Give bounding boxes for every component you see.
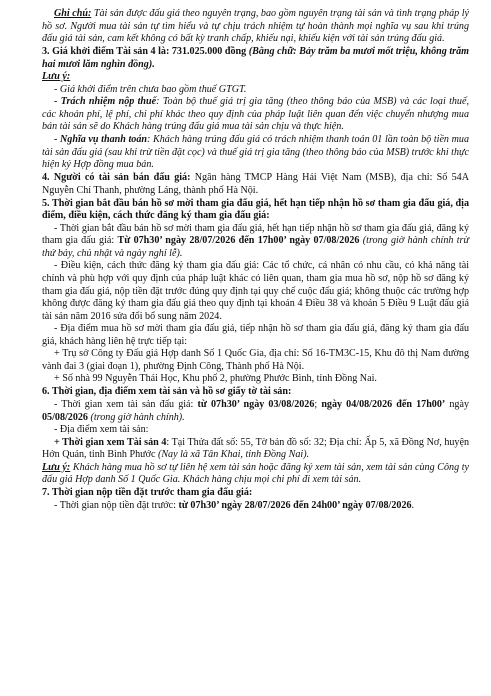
section-6-note <box>42 462 469 487</box>
section-6-para-1-text: - Thời gian xem tài sản đấu giá: <box>54 398 198 410</box>
section-5-para-3: - Địa điểm mua hồ sơ mời tham gia đấu giá, tiếp nhận hồ sơ tham gia đấu giá, đăng ký tham gia đấu giá, khách hàng liên hệ trực tiếp tại: <box>42 323 469 347</box>
section-3 <box>42 46 469 71</box>
section-6-heading: 6. Thời gian, địa điểm xem tài sản và hồ sơ giấy tờ tài sản: <box>42 386 292 398</box>
luu-y-bullet-3-text: : Khách hàng trúng đấu giá có trách nhiệm thanh toán 01 lần toàn bộ tiền mua tài sản đấu giá (sau khi trừ tiền đặt cọc) và thuế giá trị gia tăng (theo thông báo của MSB) trước khi thực hiện ký Hợp đồng mua bán. <box>42 133 469 171</box>
section-5-para-2: - Điều kiện, cách thức đăng ký tham gia đấu giá: Các tổ chức, cá nhân có nhu cầu, có khả năng tài chính và phù hợp với quy định của pháp luật khác có liên quan, tham gia mua hồ sơ, nộp hồ sơ đăng ký tham gia đấu giá, nộp tiền đặt trước đúng quy định tại quy chế cuộc đấu giá; không thuộc các trường hợp không được đăng ký tham gia đấu giá theo quy định tại khoản 4 Điều 38 và khoản 5 Điều 9 Luật đấu giá tài sản năm 2016 sửa đổi bổ sung năm 2024. <box>42 260 469 322</box>
section-6-para-2: - Địa điểm xem tài sản: <box>54 424 149 436</box>
section-6-para-1-bold-2: ngày 04/08/2026 đến 17h00’ <box>321 398 446 410</box>
section-6-para-1-bold-1: từ 07h30’ ngày 03/08/2026 <box>197 398 315 410</box>
luu-y-bullet-2-text: : Toàn bộ thuế giá trị gia tăng (theo thông báo của MSB) và các loại thuế, các khoản phí, lệ phí, chi phí khác theo quy định của pháp luật liên quan đến việc chuyển nhượng mua bán tài sản sẽ do Khách hàng trúng đấu giá mua tài sản chịu và thực hiện. <box>42 96 469 133</box>
luu-y-bullet-2-label: - Trách nhiệm nộp thuế <box>54 96 157 108</box>
section-6-note-text: Khách hàng mua hồ sơ tự liên hệ xem tài sản hoặc đăng ký xem tài sản, xem tài sản cùng Công ty đấu giá Hợp danh Số 1 Quốc Gia. Khách hàng chịu mọi chi phí đi xem tài sản. <box>42 461 469 486</box>
section-7-para-1 <box>42 500 469 513</box>
luu-y-label-line <box>42 71 469 84</box>
section-6-para-3-bold: + Thời gian xem Tài sản 4 <box>54 436 167 448</box>
section-7-heading: 7. Thời gian nộp tiền đặt trước tham gia đấu giá: <box>42 487 253 499</box>
section-6-para-3 <box>42 437 469 462</box>
note-text: Tài sản được đấu giá theo nguyên trạng, bao gồm nguyên trạng tài sản và tình trạng pháp lý hồ sơ. Người mua tài sản tự tìm hiểu và tự chịu trách nhiệm tự hoàn thành mọi nghĩa vụ sau khi trúng đấu giá tài sản, cam kết không có bất kỳ tranh chấp, khiếu nại, khiếu kiện với tài sản trúng đấu giá. <box>42 8 469 45</box>
luu-y-bullet-3 <box>42 134 469 172</box>
section-6-para-1-text-2: ngày <box>445 398 470 410</box>
luu-y-bullet-2 <box>42 96 469 134</box>
section-3-heading: 3. Giá khởi điểm Tài sản 4 là: 731.025.000 đồng <box>42 46 247 58</box>
section-5-heading: 5. Thời gian bắt đầu bán hồ sơ mời tham gia đấu giá, hết hạn tiếp nhận hồ sơ tham gia đấu giá, địa điểm, điều kiện, cách thức đăng ký tham gia đấu giá: <box>42 197 469 222</box>
section-5-para-1-italic: (trong giờ hành chính trừ thứ bảy, chủ nhật và ngày nghỉ lễ). <box>42 235 469 259</box>
note-paragraph <box>42 8 469 46</box>
section-6-para-1-sep: ; <box>314 398 322 410</box>
section-3-words: (Bằng chữ: Bảy trăm ba mươi mốt triệu, không trăm hai mươi lăm nghìn đồng). <box>42 46 470 70</box>
section-6-para-3-text: : Tại Thửa đất số: 55, Tờ bản đồ số: 32; Địa chỉ: Ấp 5, xã Đồng Nơ, huyện Hớn Quản, tỉnh Bình Phước <box>42 436 469 461</box>
section-6-para-3-italic: (Nay là xã Tân Khai, tỉnh Đồng Nai). <box>155 449 310 461</box>
luu-y-label: Lưu ý: <box>42 71 71 83</box>
section-4 <box>42 172 469 197</box>
luu-y-bullet-3-label: - Nghĩa vụ thanh toán <box>54 133 148 145</box>
note-label: Ghi chú: <box>54 8 92 19</box>
luu-y-bullet-1: - Giá khởi điểm trên chưa bao gồm thuế GTGT. <box>54 83 247 95</box>
section-6-para-1 <box>42 399 469 424</box>
section-7-para-1-text: - Thời gian nộp tiền đặt trước: <box>54 499 179 511</box>
section-6-note-label: Lưu ý: <box>42 461 71 473</box>
section-5-para-1-text: - Thời gian bắt đầu bán hồ sơ mời tham gia đấu giá, hết hạn tiếp nhận hồ sơ tham gia đấu giá, đăng ký tham gia đấu giá: <box>42 222 469 247</box>
section-5-para-1 <box>42 223 469 261</box>
section-5-address-1: + Trụ sở Công ty Đấu giá Hợp danh Số 1 Quốc Gia, địa chỉ: Số 16-TM3C-15, Khu đô thị Nam đường vành đai 3 (giai đoạn 1), phường Định Công, Thành phố Hà Nội. <box>42 348 469 372</box>
section-5-para-1-bold: Từ 07h30’ ngày 28/07/2026 đến 17h00’ ngày 07/08/2026 <box>117 235 360 247</box>
section-5-address-2: + Số nhà 99 Nguyễn Thái Học, Khu phố 2, phường Phước Bình, tỉnh Đồng Nai. <box>54 373 377 385</box>
section-7-para-1-bold: từ 07h30’ ngày 28/07/2026 đến 24h00’ ngày 07/08/2026 <box>178 499 412 511</box>
section-4-heading: 4. Người có tài sản bán đấu giá: <box>42 172 191 184</box>
section-4-text: Ngân hàng TMCP Hàng Hải Việt Nam (MSB), địa chỉ: Số 54A Nguyễn Chí Thanh, phường Láng, thành phố Hà Nội. <box>42 172 469 196</box>
section-7-para-1-end: . <box>411 499 415 511</box>
section-6-para-1-italic: (trong giờ hành chính). <box>87 411 185 423</box>
section-6-para-1-bold-3: 05/08/2026 <box>42 411 88 423</box>
